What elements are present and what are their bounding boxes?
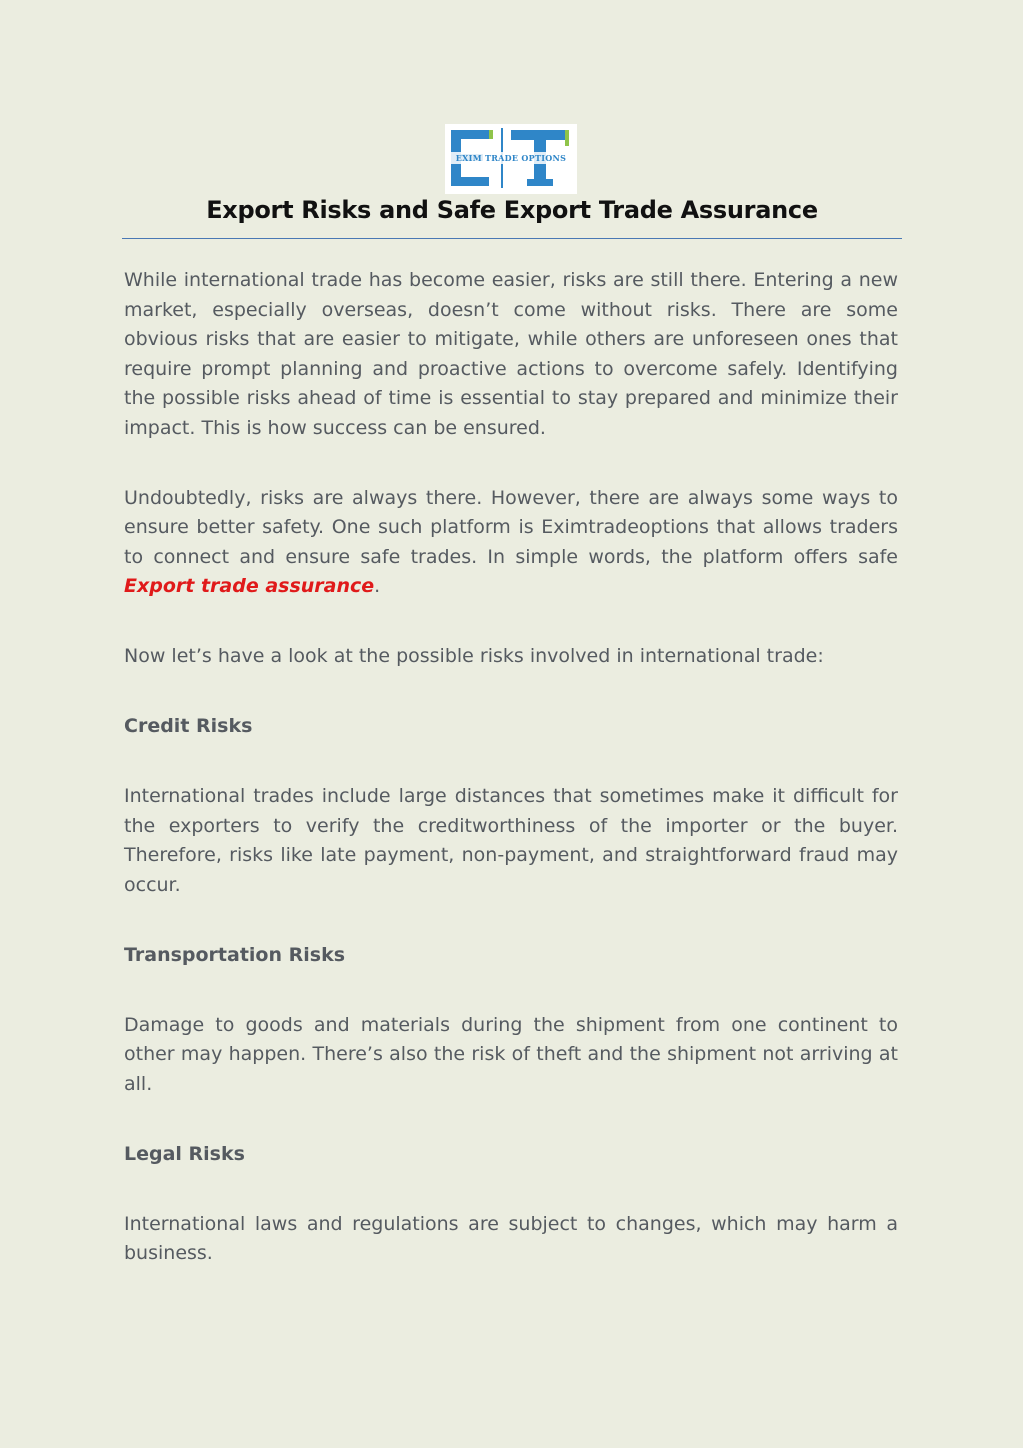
logo-tagline: EXIM TRADE OPTIONS [455, 153, 567, 163]
section-heading-transportation-risks: Transportation Risks [124, 943, 346, 966]
lead-in-paragraph: Now let’s have a look at the possible risks involved in international trade: [124, 645, 824, 667]
section-heading-credit-risks: Credit Risks [124, 715, 253, 737]
section-heading-legal-risks: Legal Risks [124, 1142, 245, 1165]
section-body-credit-risks: International trades include large distances that sometimes make it difficult for the exporters to verify the creditworthiness of the importer or the buyer. Therefore, risks like late payment, non-payment, and straightforward fraud may occur. [124, 785, 898, 896]
platform-paragraph [124, 484, 898, 602]
title-underline [122, 238, 902, 239]
article-body [124, 266, 898, 1309]
section-body-transportation-risks: Damage to goods and materials during the shipment from one continent to other may happen. There’s also the risk of theft and the shipment not arriving at all. [124, 1013, 898, 1095]
intro-paragraph: While international trade has become easier, risks are still there. Entering a new market, especially overseas, doesn’t come without risks. There are some obvious risks that are easier to mitigate, while others are unforeseen ones that require prompt planning and proactive actions to overcome safely. Identifying the possible risks ahead of time is essential to stay prepared and minimize their impact. This is how success can be ensured. [124, 269, 898, 439]
platform-paragraph-end: . [374, 575, 381, 597]
platform-paragraph-text: Undoubtedly, risks are always there. However, there are always some ways to ensure better safety. One such platform is Eximtradeoptions that allows traders to connect and ensure safe trades. In simple words, the platform offers safe [124, 486, 898, 568]
export-trade-assurance-link[interactable]: Export trade assurance [124, 575, 375, 597]
company-logo [445, 124, 577, 194]
section-body-legal-risks: International laws and regulations are subject to changes, which may harm a business. [124, 1212, 898, 1264]
page-title: Export Risks and Safe Export Trade Assurance [206, 196, 818, 224]
